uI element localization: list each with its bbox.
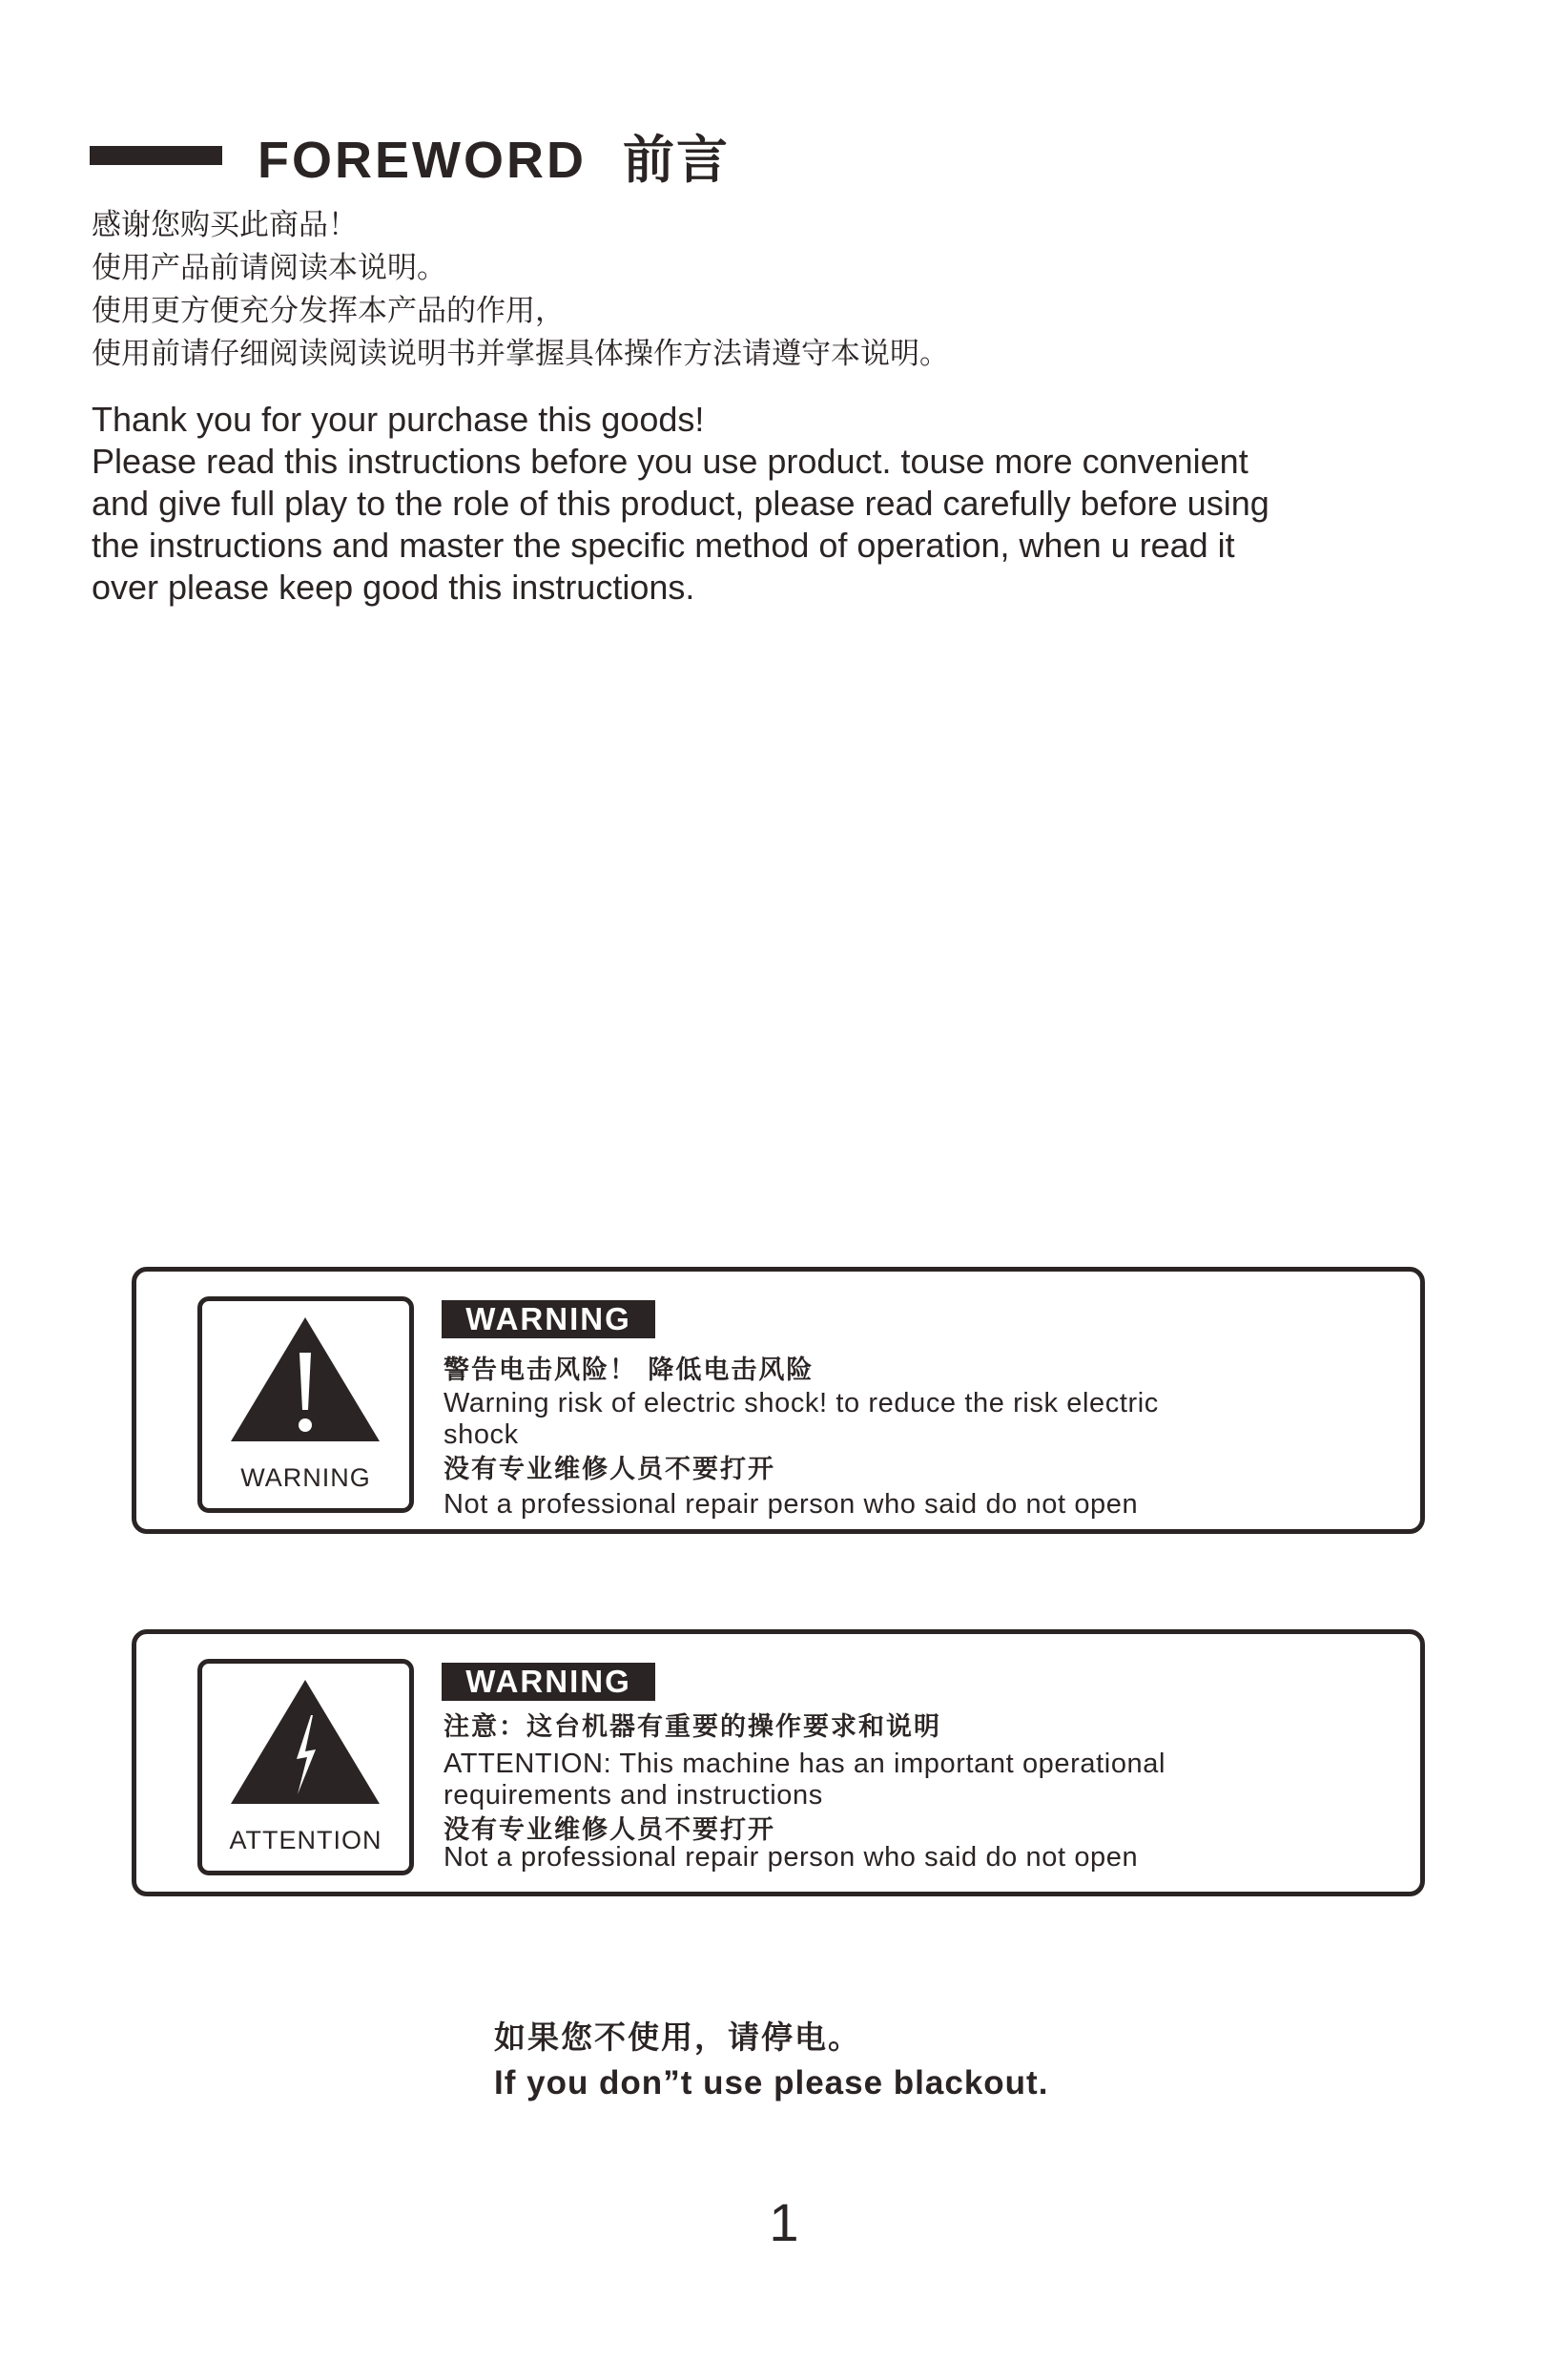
page-title — [258, 122, 730, 198]
attention-en-line: ATTENTION: This machine has an important operational — [444, 1749, 1166, 1779]
intro-zh-line: 感谢您购买此商品！ — [92, 208, 358, 242]
warning-text — [444, 1354, 1159, 1521]
warning-zh-line: 警告电击风险！ 降低电击风险 — [444, 1356, 815, 1385]
warning-symbol-box — [197, 1296, 414, 1513]
power-off-zh: 如果您不使用，请停电。 — [494, 2018, 861, 2056]
attention-symbol-box — [197, 1659, 414, 1875]
attention-en-line: Not a professional repair person who said do not open — [444, 1842, 1139, 1873]
intro-en-line: Thank you for your purchase this goods! — [92, 400, 705, 439]
exclamation-triangle-icon — [227, 1313, 384, 1456]
attention-en-line: requirements and instructions — [444, 1780, 823, 1811]
attention-symbol-label: ATTENTION — [229, 1826, 382, 1854]
title-rule — [90, 146, 222, 165]
title-en: FOREWORD — [258, 132, 587, 189]
intro-zh-line: 使用产品前请阅读本说明。 — [92, 251, 446, 285]
warning-tag: WARNING — [442, 1663, 655, 1701]
intro-en-line: Please read this instructions before you use product. touse more convenient — [92, 442, 1248, 481]
warning-zh-line: 没有专业维修人员不要打开 — [444, 1455, 775, 1484]
warning-symbol-label: WARNING — [240, 1463, 371, 1492]
intro-zh-line: 使用前请仔细阅读阅读说明书并掌握具体操作方法请遵守本说明。 — [92, 337, 949, 371]
title-zh: 前言 — [622, 132, 730, 189]
lightning-triangle-icon — [227, 1675, 384, 1818]
warning-en-line: Not a professional repair person who said do not open — [444, 1489, 1139, 1520]
power-off-note — [494, 2015, 1048, 2106]
intro-en-line: and give full play to the role of this product, please read carefully before using — [92, 484, 1269, 523]
attention-zh-line: 没有专业维修人员不要打开 — [444, 1815, 775, 1845]
warning-en-line: shock — [444, 1419, 519, 1450]
intro-zh-line: 使用更方便充分发挥本产品的作用， — [92, 294, 565, 328]
attention-text — [444, 1710, 1166, 1874]
intro-english — [92, 399, 1389, 609]
intro-en-line: over please keep good this instructions. — [92, 568, 695, 607]
warning-notice-box — [132, 1267, 1425, 1534]
intro-chinese — [92, 204, 949, 376]
intro-en-line: the instructions and master the specific method of operation, when u read it — [92, 526, 1235, 565]
attention-notice-box — [132, 1629, 1425, 1896]
attention-zh-line: 注意：这台机器有重要的操作要求和说明 — [444, 1712, 941, 1742]
warning-en-line: Warning risk of electric shock! to reduce the risk electric — [444, 1388, 1159, 1418]
warning-tag: WARNING — [442, 1300, 655, 1338]
power-off-en: If you don”t use please blackout. — [494, 2064, 1049, 2101]
page-number: 1 — [769, 2192, 799, 2252]
